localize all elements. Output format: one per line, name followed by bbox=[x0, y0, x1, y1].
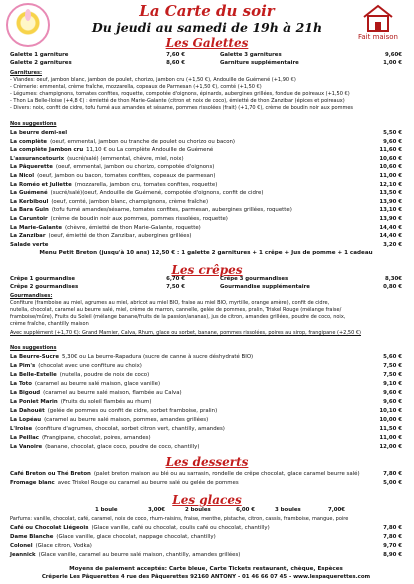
item-price: 9,60 € bbox=[383, 138, 402, 145]
address-line: Crêperie Les Pâquerettes 4 rue des Pâquerettes 92160 ANTONY - 01 46 66 07 45 - www.lespaquerettes.com bbox=[41, 574, 371, 580]
item-name: La Bigoud bbox=[10, 390, 41, 396]
crepe-base-2: Crêpe 2 gourmandises 7,50 € bbox=[10, 284, 185, 290]
gourmandises-supplement-line: Avec supplément (+1,70 €): Grand Marnier, Calva, Rhum, glace ou sorbet, banane, pommes rissolées, poires au sirop, frangipane (+2,50 €) bbox=[10, 330, 362, 336]
item-description: (crème de boudin noir aux pommes, pommes rissolées, roquette) bbox=[50, 216, 228, 222]
item-description: (caramel au beurre salé maison, pommes, amandes grillées) bbox=[44, 417, 209, 423]
glace-row bbox=[10, 524, 402, 533]
item-name: La Nicol bbox=[10, 173, 35, 179]
fait-maison-label: Fait maison bbox=[357, 33, 398, 41]
house-icon bbox=[356, 3, 400, 33]
crepe-suggestion-row bbox=[10, 434, 402, 443]
item-name: La Beurre-Sucre bbox=[10, 354, 59, 360]
item-price: 11,60 € bbox=[379, 147, 402, 154]
section-title-desserts: Les desserts bbox=[165, 455, 249, 469]
gourmandises-line-4: crème fraîche, chantilly maison bbox=[10, 321, 89, 327]
item-description: (oeuf, jambon ou bacon, tomates confites, copeaux de parmesan) bbox=[37, 173, 216, 179]
item-name: La Bara Guin bbox=[10, 207, 49, 214]
crepe-supplement: Gourmandise supplémentaire 0,80 € bbox=[220, 284, 402, 290]
item-description: (nutella, poudre de noix de coco) bbox=[59, 372, 150, 378]
glace-3-boules: 3 boules 7,00€ bbox=[275, 507, 345, 513]
item-name: La Dahouët bbox=[10, 408, 45, 414]
gourmandises-line-2: nutella, chocolat, caramel au beurre salé, miel, crème de marron, cannelle, gelée de pommes, pralin, Triskel Rouge (mélange fraise/ bbox=[10, 307, 342, 313]
item-price: 10,10 € bbox=[379, 408, 402, 414]
crepe-suggestion-row bbox=[10, 389, 402, 398]
item-price: 11,00 € bbox=[379, 435, 402, 441]
item-price: 9,70 € bbox=[383, 543, 402, 549]
item-price: 9,10 € bbox=[383, 381, 402, 387]
glace-1-boule: 1 boule 3,00€ bbox=[95, 507, 165, 513]
item-name: La Guémené bbox=[10, 190, 48, 197]
glace-row bbox=[10, 551, 402, 560]
garniture-line-cremerie: - Crèmerie: emmental, crème fraîche, mozzarella, copeaux de Parmesan (+1,50 €), comté (+1,50 €) bbox=[10, 84, 262, 90]
item-name: La Roméo et Juliette bbox=[10, 181, 72, 188]
galette-base-2: Galette 2 garnitures 8,60 € bbox=[10, 60, 185, 66]
item-price: 12,10 € bbox=[379, 181, 402, 188]
page-subtitle: Du jeudi au samedi de 19h à 21h bbox=[91, 20, 323, 35]
item-name: L'Iroise bbox=[10, 426, 33, 432]
item-description: (Glace vanille, caramel au beurre salé maison, chantilly, amandes grillées) bbox=[38, 552, 241, 558]
item-description: (Fruits du soleil flambés au rhum) bbox=[60, 399, 152, 405]
item-price: 9,60 € bbox=[383, 390, 402, 396]
crepe-suggestion-row bbox=[10, 416, 402, 425]
item-price: 10,60 € bbox=[379, 155, 402, 162]
item-description: (chocolat avec une confiture au choix) bbox=[38, 363, 142, 369]
item-name: Salade verte bbox=[10, 241, 49, 248]
item-price: 13,90 € bbox=[379, 216, 402, 222]
gourmandises-title: Gourmandises: bbox=[10, 293, 53, 299]
crepe-suggestion-row bbox=[10, 398, 402, 407]
item-description: (caramel au beurre salé maison, glace vanille) bbox=[34, 381, 161, 387]
item-price: 10,00 € bbox=[379, 417, 402, 423]
item-name: Fromage blanc bbox=[10, 480, 55, 486]
item-price: 14,40 € bbox=[379, 224, 402, 231]
parfums-line: Parfums: vanille, chocolat, café, caramel, noix de coco, rhum-raisins, fraise, menthe, pistache, citron, cassis, framboise, mangue, poire bbox=[10, 516, 349, 522]
crepe-base-3: Crêpe 3 gourmandises 8,30€ bbox=[220, 276, 402, 282]
item-description: 5,30€ ou La beurre-Rapadura (sucre de canne à sucre déshydraté BIO) bbox=[62, 354, 254, 360]
garniture-line-thon: - Thon La Belle-Iloise (+4,8 €) : émietté de thon Marie-Galante (citron et noix de coco), émietté de thon Zanzibar (épices et poireaux) bbox=[10, 98, 345, 104]
galette-base-1: Galette 1 garniture 7,60 € bbox=[10, 52, 185, 58]
item-price: 7,50 € bbox=[383, 363, 402, 369]
item-name: La Kerbiboul bbox=[10, 198, 49, 205]
item-name: L'assurancetourix bbox=[10, 155, 65, 162]
item-name: La Peillac bbox=[10, 435, 39, 441]
glace-row bbox=[10, 533, 402, 542]
item-description: (tofu fumé amandes/sésame, tomates confites, parmesan, aubergines grillées, roquette) bbox=[51, 207, 292, 214]
item-price: 11,00 € bbox=[379, 173, 402, 179]
garniture-line-legumes: - Légumes: champignons, tomates confites, roquette, compotée d'oignons, épinards, aubergines grillées, fondue de poireaux (+1,50 €) bbox=[10, 91, 350, 97]
item-name: La complète bbox=[10, 138, 48, 145]
dessert-row bbox=[10, 479, 402, 488]
item-description: avec Triskel Rouge ou caramel au beurre salé ou gelée de pommes bbox=[57, 480, 239, 486]
item-price: 8,90 € bbox=[383, 552, 402, 558]
item-name: La Vanoire bbox=[10, 444, 43, 450]
garnitures-title: Garnitures: bbox=[10, 70, 42, 76]
item-name: Café ou Chocolat Liégeois bbox=[10, 525, 89, 531]
garniture-line-viandes: - Viandes: oeuf, jambon blanc, jambon de poulet, chorizo, jambon cru (+1,50 €), Andouille de Guémené (+1,90 €) bbox=[10, 77, 296, 83]
item-price: 5,60 € bbox=[383, 354, 402, 360]
crepe-suggestion-row bbox=[10, 353, 402, 362]
crepe-suggestion-row bbox=[10, 425, 402, 434]
item-price: 3,20 € bbox=[383, 241, 402, 248]
item-description: (Frangipane, chocolat, poires, amandes) bbox=[41, 435, 151, 441]
item-name: La Marie-Galante bbox=[10, 224, 62, 231]
item-description: (mozzarella, jambon cru, tomates confites, roquette) bbox=[74, 181, 218, 188]
item-description: (sucré/salé)(oeuf, Andouille de Guémené, compotée d'oignons, confit de cidre) bbox=[50, 190, 264, 197]
item-description: (gelée de pommes ou confit de cidre, sorbet framboise, pralin) bbox=[47, 408, 218, 414]
crepe-suggestion-row bbox=[10, 407, 402, 416]
item-price: 13,90 € bbox=[379, 198, 402, 205]
item-name: La beurre demi-sel bbox=[10, 130, 68, 136]
glace-2-boules: 2 boules 6,00 € bbox=[185, 507, 255, 513]
item-description: (Glace vanille, café ou chocolat, coulis café ou chocolat, chantilly) bbox=[91, 525, 270, 531]
gourmandises-line-3: framboise/mûre), Fruits du Soleil (mélange banane/fruits de la passion/ananas), jus de citron, amandes grillées, poudre de coco, noix, bbox=[10, 314, 346, 320]
item-name: La complète Jambon cru bbox=[10, 147, 84, 154]
item-description: (Glace citron, Vodka) bbox=[35, 543, 92, 549]
crepe-base-1: Crêpe 1 gourmandise 6,70 € bbox=[10, 276, 185, 282]
item-price: 13,10 € bbox=[379, 207, 402, 214]
item-description: (oeuf, emmental, jambon ou chorizo, compotée d'oignons) bbox=[55, 164, 215, 171]
item-description: (oeuf, comté, jambon blanc, champignons, crème fraîche) bbox=[51, 198, 209, 205]
item-description: (sucré/salé) (emmental, chèvre, miel, noix) bbox=[67, 155, 184, 162]
item-name: La Pim's bbox=[10, 363, 36, 369]
item-description: (caramel au beurre salé maison, flambée au Calva) bbox=[43, 390, 182, 396]
gourmandises-line-1: Confiture (framboise au miel, agrumes au miel, abricot au miel BIO, fraise au miel BIO, myrtille, orange amère), confit de cidre, bbox=[10, 300, 330, 306]
item-description: (banane, chocolat, glace coco, poudre de coco, chantilly) bbox=[45, 444, 200, 450]
galette-base-3: Galette 3 garnitures 9,60€ bbox=[220, 52, 402, 58]
item-name: La Pâquerette bbox=[10, 164, 53, 171]
crepe-suggestion-row bbox=[10, 371, 402, 380]
item-name: La Zanzibar bbox=[10, 233, 46, 240]
item-price: 14,40 € bbox=[379, 233, 402, 240]
dessert-row bbox=[10, 470, 402, 479]
item-price: 7,50 € bbox=[383, 372, 402, 378]
page-title: La Carte du soir bbox=[139, 2, 275, 20]
item-description: (palet breton maison au blé ou au sarrasin, rondelle de crêpe chocolat, glace caramel beurre salé) bbox=[93, 471, 360, 477]
item-description: (Glace vanille, glace chocolat, nappage chocolat, chantilly) bbox=[56, 534, 216, 540]
crepe-suggestion-row bbox=[10, 443, 402, 452]
item-price: 5,00 € bbox=[383, 480, 402, 486]
section-title-galettes: Les Galettes bbox=[165, 36, 249, 50]
crepe-suggestion-row bbox=[10, 380, 402, 389]
glace-row bbox=[10, 542, 402, 551]
galette-supplement: Garniture supplémentaire 1,00 € bbox=[220, 60, 402, 66]
crepe-suggestion-row bbox=[10, 362, 402, 371]
item-price: 11,50 € bbox=[379, 426, 402, 432]
item-price: 10,60 € bbox=[379, 164, 402, 171]
galette-suggestion-row bbox=[10, 241, 402, 250]
item-name: Colonel bbox=[10, 543, 33, 549]
item-name: La Caruntoir bbox=[10, 216, 48, 222]
payment-methods: Moyens de paiement acceptés: Carte bleue, Carte Tickets restaurant, chèque, Espèces bbox=[69, 566, 343, 572]
item-price: 7,80 € bbox=[383, 525, 402, 531]
galettes-suggestions-title: Nos suggestions bbox=[10, 121, 57, 127]
garniture-line-divers: - Divers: noix, confit de cidre, tofu fumé aux amandes et sésame, pommes rissolées (frait) (+1,70 €), crème de boudin noir aux pommes bbox=[10, 105, 354, 111]
section-title-glaces: Les glaces bbox=[172, 493, 242, 507]
item-description: (confiture d'agrumes, chocolat, sorbet citron vert, chantilly, amandes) bbox=[35, 426, 225, 432]
item-description: (oeuf, emmental, jambon ou tranche de poulet ou chorizo ou bacon) bbox=[50, 138, 236, 145]
item-name: Jeannick bbox=[10, 552, 36, 558]
item-description: 11,10 € ou La complète Andouille de Guémené bbox=[86, 147, 214, 154]
item-name: La Belle-Estelle bbox=[10, 372, 57, 378]
item-name: La Lopéau bbox=[10, 417, 42, 423]
section-title-crepes: Les crêpes bbox=[171, 263, 243, 277]
item-price: 13,50 € bbox=[379, 190, 402, 197]
item-name: La Poniet Marin bbox=[10, 399, 58, 405]
item-price: 9,60 € bbox=[383, 399, 402, 405]
item-price: 12,00 € bbox=[379, 444, 402, 450]
crepes-suggestions-title: Nos suggestions bbox=[10, 345, 57, 351]
item-price: 7,80 € bbox=[383, 471, 402, 477]
item-name: La Toto bbox=[10, 381, 32, 387]
item-price: 7,80 € bbox=[383, 534, 402, 540]
item-name: Dame Blanche bbox=[10, 534, 54, 540]
menu-petit-breton: Menu Petit Breton (jusqu'à 10 ans) 12,50 € : 1 galette 2 garnitures + 1 crêpe + Jus de pomme + 1 cadeau bbox=[39, 250, 373, 256]
item-description: (oeuf, émietté de thon Zanzibar, aubergines grillées) bbox=[48, 233, 192, 240]
item-name: Café Breton ou Thé Breton bbox=[10, 471, 91, 477]
item-price: 5,50 € bbox=[383, 130, 402, 136]
item-description: (chèvre, émietté de thon Marie-Galante, roquette) bbox=[64, 224, 201, 231]
